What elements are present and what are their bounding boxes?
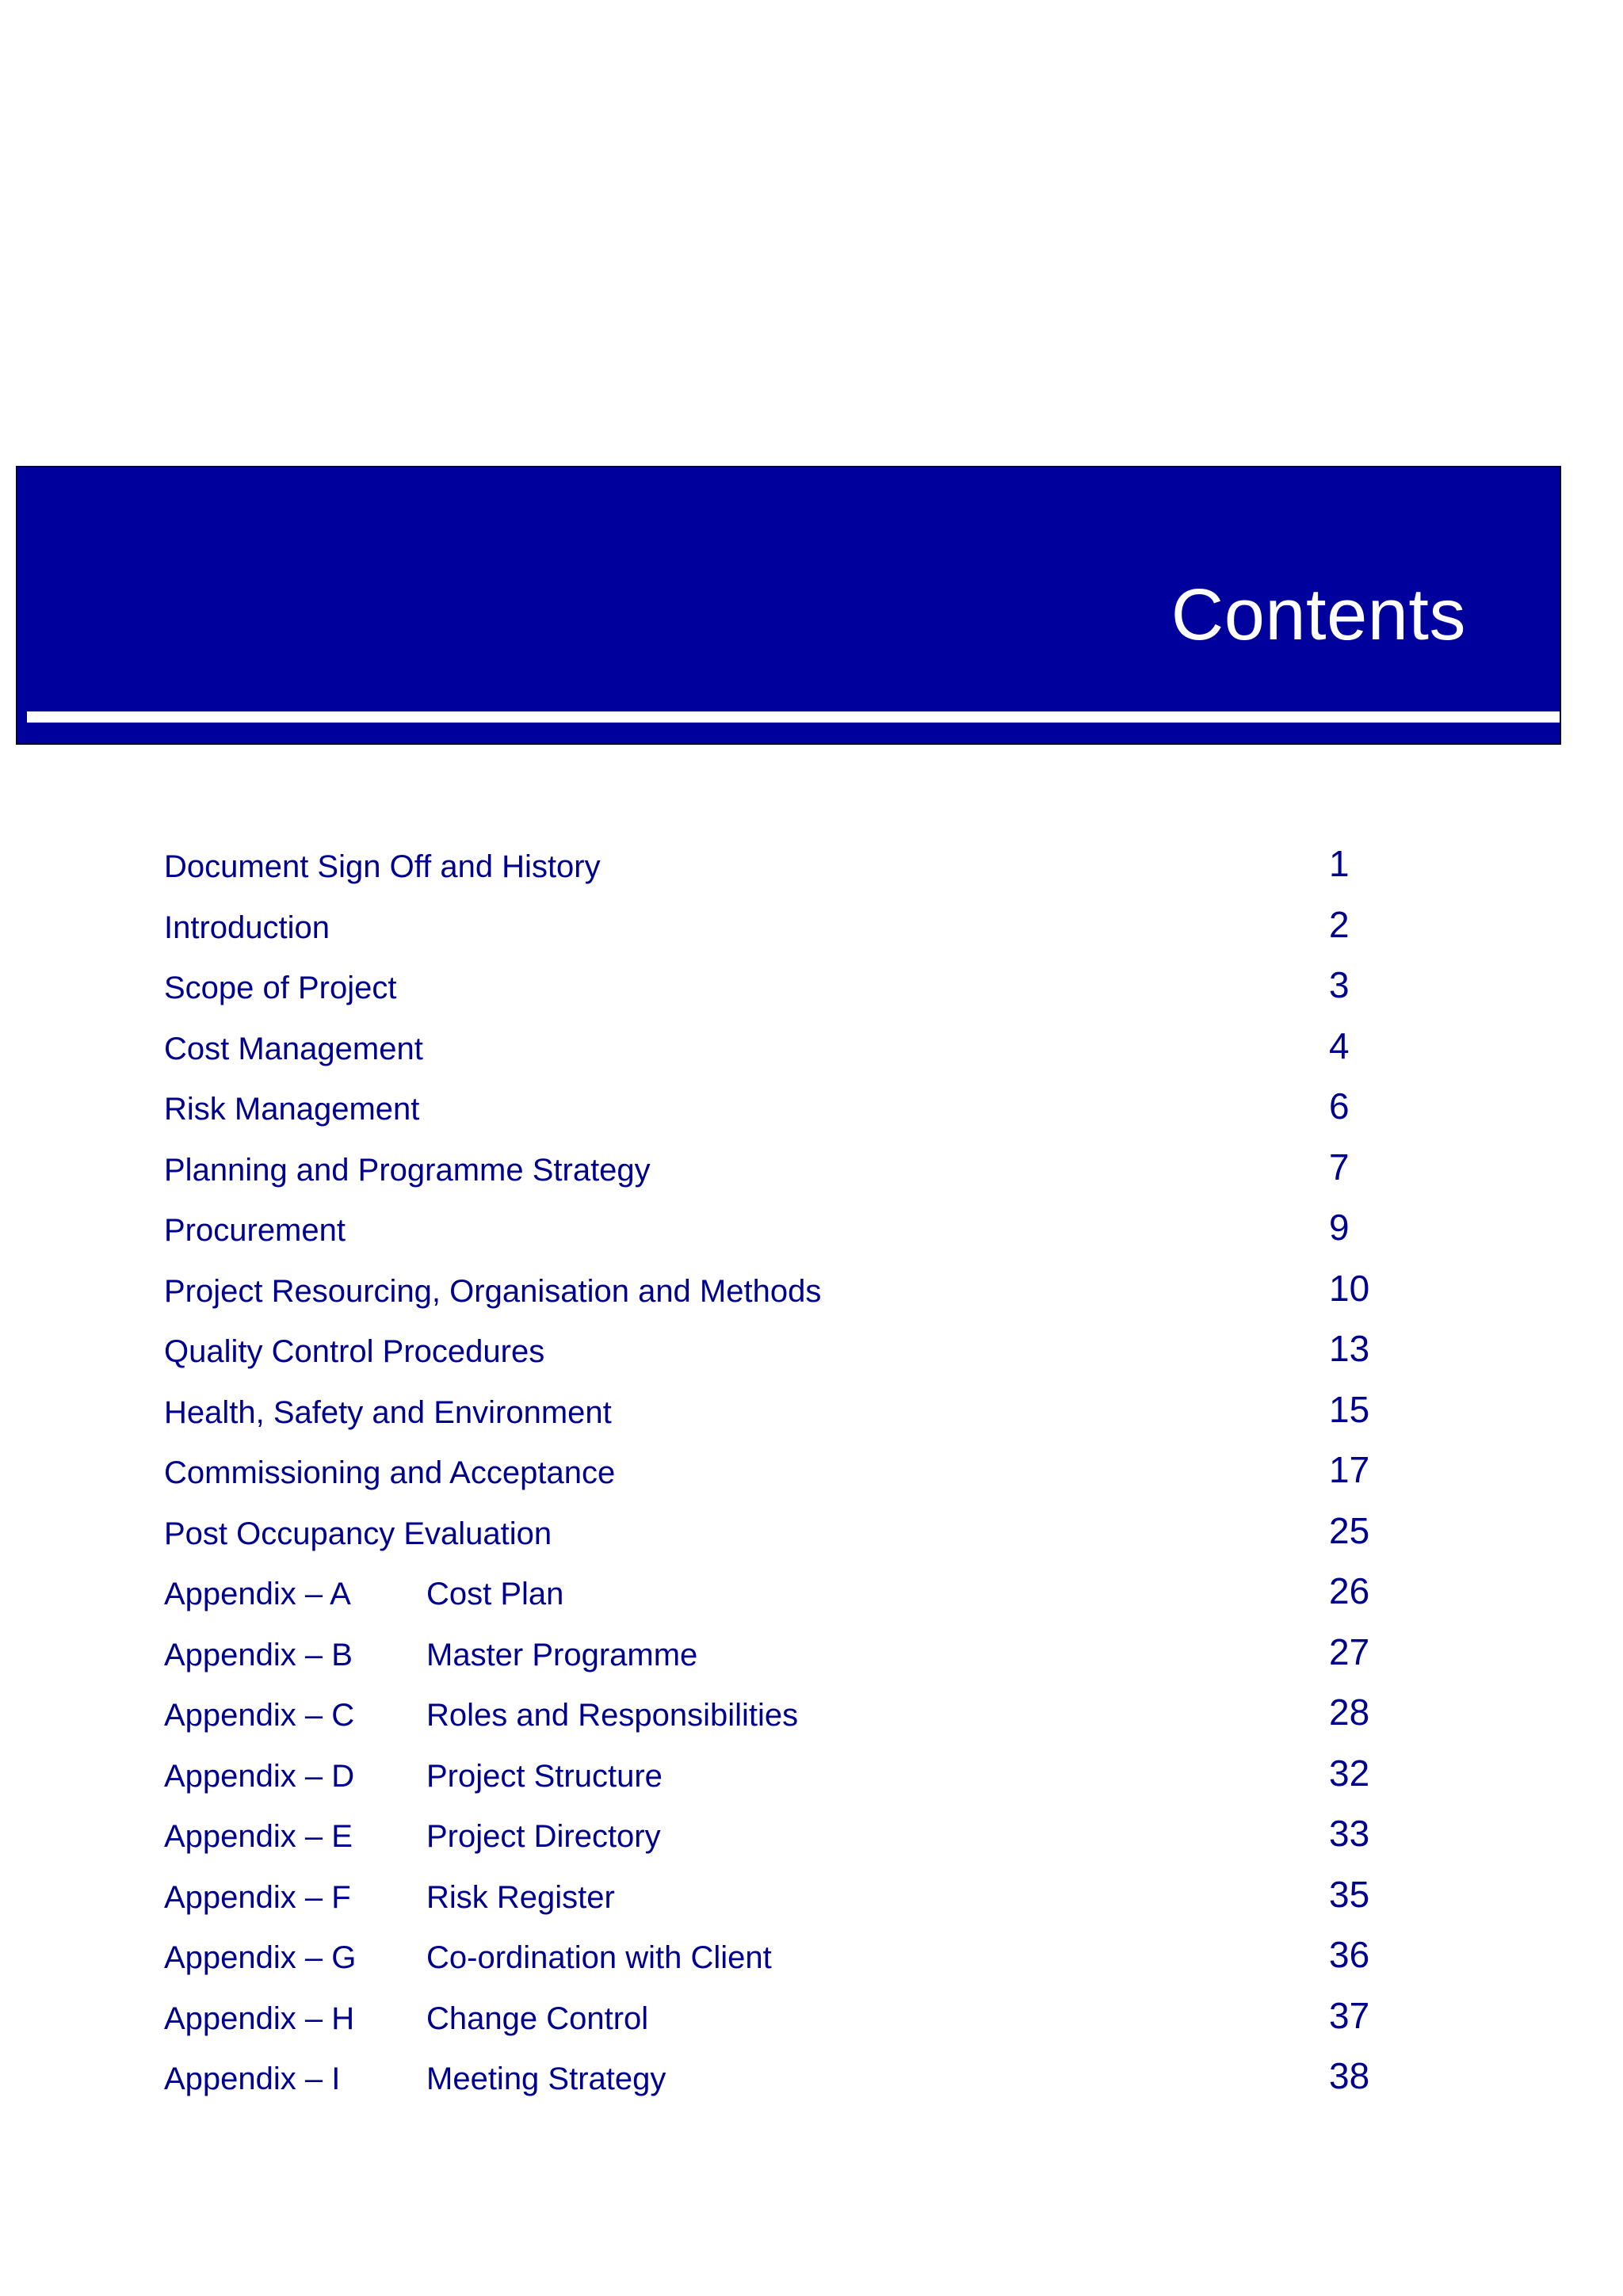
banner-divider (27, 711, 1560, 723)
toc-entry-page: 38 (1329, 2055, 1370, 2096)
toc-entry-title: Document Sign Off and History (164, 849, 601, 884)
toc-appendix-title: Co-ordination with Client (426, 1940, 772, 1975)
toc-entry[interactable] (164, 1326, 1400, 1387)
toc-entry-title: Commissioning and Acceptance (164, 1455, 616, 1490)
toc-entry-page: 25 (1329, 1509, 1370, 1551)
toc-entry-title: Introduction (164, 910, 330, 945)
toc-appendix-label: Appendix – F (164, 1879, 351, 1915)
toc-appendix-label: Appendix – E (164, 1819, 353, 1854)
toc-entry-page: 1 (1329, 843, 1350, 884)
toc-entry[interactable] (164, 1447, 1400, 1508)
toc-entry-page: 6 (1329, 1085, 1350, 1127)
toc-entry-page: 7 (1329, 1146, 1350, 1188)
toc-appendix-title: Roles and Responsibilities (426, 1698, 799, 1733)
toc-entry[interactable] (164, 1145, 1400, 1206)
page-title: Contents (1170, 574, 1466, 655)
toc-entry-page: 33 (1329, 1813, 1370, 1854)
toc-appendix-title: Master Programme (426, 1637, 698, 1672)
toc-appendix-entry[interactable] (164, 1872, 1400, 1933)
toc-entry-title: Planning and Programme Strategy (164, 1152, 651, 1188)
toc-appendix-label: Appendix – I (164, 2061, 341, 2096)
toc-entry[interactable] (164, 1084, 1400, 1145)
toc-entry-title: Risk Management (164, 1092, 420, 1127)
toc-entry[interactable] (164, 1508, 1400, 1569)
toc-entry[interactable] (164, 963, 1400, 1024)
toc-appendix-title: Risk Register (426, 1879, 615, 1915)
toc-entry-page: 4 (1329, 1024, 1350, 1066)
toc-entry-page: 15 (1329, 1388, 1370, 1430)
toc-appendix-title: Change Control (426, 2000, 649, 2036)
toc-entry-page: 13 (1329, 1328, 1370, 1369)
toc-entry[interactable] (164, 1266, 1400, 1327)
toc-entry-page: 3 (1329, 964, 1350, 1005)
toc-appendix-entry[interactable] (164, 1690, 1400, 1751)
toc-entry-page: 28 (1329, 1691, 1370, 1733)
toc-entry[interactable] (164, 1387, 1400, 1448)
toc-entry-page: 37 (1329, 1994, 1370, 2036)
toc-appendix-entry[interactable] (164, 1811, 1400, 1872)
toc-entry[interactable] (164, 902, 1400, 963)
toc-appendix-label: Appendix – D (164, 1758, 355, 1794)
toc-entry-title: Quality Control Procedures (164, 1334, 545, 1369)
toc-appendix-title: Cost Plan (426, 1577, 564, 1611)
toc-entry[interactable] (164, 1024, 1400, 1085)
toc-entry[interactable] (164, 1205, 1400, 1266)
toc-appendix-entry[interactable] (164, 1751, 1400, 1812)
toc-entry-page: 36 (1329, 1934, 1370, 1975)
contents-banner (16, 466, 1561, 745)
toc-entry-page: 32 (1329, 1752, 1370, 1794)
toc-entry-page: 27 (1329, 1630, 1370, 1672)
toc-entry-title: Scope of Project (164, 971, 397, 1005)
toc-entry-page: 10 (1329, 1267, 1370, 1309)
table-of-contents (164, 841, 1400, 2115)
toc-appendix-label: Appendix – H (164, 2000, 355, 2036)
toc-entry-title: Post Occupancy Evaluation (164, 1516, 552, 1551)
toc-appendix-entry[interactable] (164, 1630, 1400, 1691)
toc-appendix-label: Appendix – C (164, 1698, 355, 1733)
toc-entry-title: Cost Management (164, 1031, 423, 1066)
toc-entry-page: 26 (1329, 1570, 1370, 1611)
toc-entry-page: 9 (1329, 1207, 1350, 1248)
toc-entry-title: Procurement (164, 1213, 346, 1248)
toc-entry-page: 35 (1329, 1873, 1370, 1915)
toc-entry[interactable] (164, 841, 1400, 902)
toc-entry-title: Project Resourcing, Organisation and Methods (164, 1273, 822, 1309)
toc-entry-page: 17 (1329, 1449, 1370, 1490)
toc-appendix-title: Meeting Strategy (426, 2061, 666, 2096)
toc-appendix-entry[interactable] (164, 2054, 1400, 2115)
toc-appendix-entry[interactable] (164, 1932, 1400, 1993)
toc-appendix-title: Project Structure (426, 1758, 663, 1794)
toc-entry-page: 2 (1329, 903, 1350, 945)
toc-appendix-label: Appendix – G (164, 1940, 357, 1975)
toc-entry-title: Health, Safety and Environment (164, 1394, 612, 1430)
toc-appendix-title: Project Directory (426, 1819, 661, 1854)
toc-appendix-entry[interactable] (164, 1993, 1400, 2054)
toc-appendix-label: Appendix – A (164, 1577, 351, 1611)
toc-appendix-label: Appendix – B (164, 1637, 353, 1672)
toc-appendix-entry[interactable] (164, 1569, 1400, 1630)
